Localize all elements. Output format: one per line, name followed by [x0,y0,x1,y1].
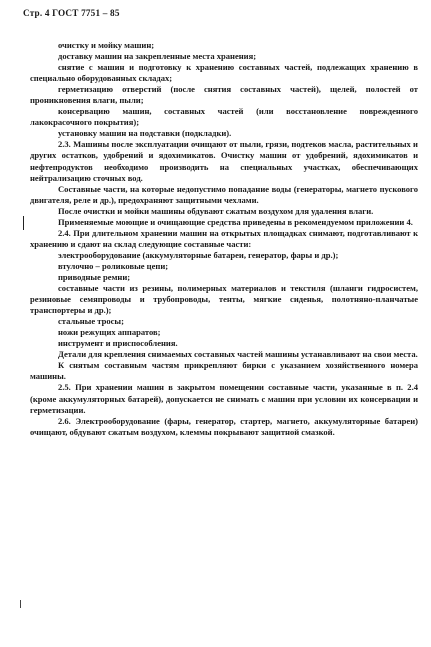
document-body [30,40,418,438]
clause-2-6: 2.6. Электрооборудование (фары, генератор, стартер, магнето, аккумуляторные батареи) очищают, обдувают сжатым воздухом, клеммы покрывают защитной смазкой. [30,415,418,437]
paragraph-tags: К снятым составным частям прикрепляют бирки с указанием хозяйственного номера машины. [30,360,418,382]
margin-mark [23,216,24,230]
list-item-electrical: электрооборудование (аккумуляторные батареи, генератор, фары и др.); [58,249,339,260]
clause-2-5: 2.5. При хранении машин в закрытом помещении составные части, указанные в п. 2.4 (кроме аккумуляторных батарей), допускается не снимать с машин при условии их консервации и герметизации. [30,382,418,415]
list-item-tools: инструмент и приспособления. [58,338,178,349]
page-header: Стр. 4 ГОСТ 7751 – 85 [23,8,120,18]
paragraph-detergents: Применяемые моющие и очищающие средства приведены в рекомендуемом приложении 4. [58,216,413,227]
list-item-ropes: стальные тросы; [58,316,124,327]
list-item-rubber-parts: составные части из резины, полимерных материалов и текстиля (шланги гидросистем, резиновые семяпроводы и трубопроводы, тенты, мягкие сиденья, полотняно-планчатые транспортеры и др.); [30,283,418,316]
paragraph-covers: Составные части, на которые недопустимо попадание воды (генераторы, магнето пускового двигателя, реле и др.), предохраняют защитными чехлами. [30,183,418,205]
list-item-cleaning: очистку и мойку машин; [58,40,155,50]
list-item-conservation: консервацию машин, составных частей (или восстановление поврежденного лакокрасочного покрытия); [30,106,418,128]
margin-dot [20,600,21,608]
clause-2-3: 2.3. Машины после эксплуатации очищают от пыли, грязи, подтеков масла, растительных и других остатков, удобрений и ядохимикатов. Очистку машин от удобрений, ядохимикатов и нефтепродуктов необходимо производить на специальных участках, обеспечивающих нейтрализацию сточных вод. [30,139,418,183]
list-item-sealing: герметизацию отверстий (после снятия составных частей), щелей, полостей от проникновения влаги, пыли; [30,84,418,106]
list-item-delivery: доставку машин на закрепленные места хранения; [58,51,257,62]
list-item-chains: втулочно – роликовые цепи; [58,260,169,271]
list-item-belts: приводные ремни; [58,271,131,282]
list-item-removal: снятие с машин и подготовку к хранению составных частей, подлежащих хранению в специально оборудованных складах; [30,62,418,84]
paragraph-blowing: После очистки и мойки машины обдувают сжатым воздухом для удаления влаги. [58,205,374,216]
list-item-supports: установку машин на подставки (подкладки). [58,128,232,139]
clause-2-4: 2.4. При длительном хранении машин на открытых площадках снимают, подготавливают к хранению и сдают на склад следующие составные части: [30,227,418,249]
list-item-knives: ножи режущих аппаратов; [58,327,161,338]
paragraph-fasteners: Детали для крепления снимаемых составных частей машины устанавливают на свои места. [58,349,418,360]
